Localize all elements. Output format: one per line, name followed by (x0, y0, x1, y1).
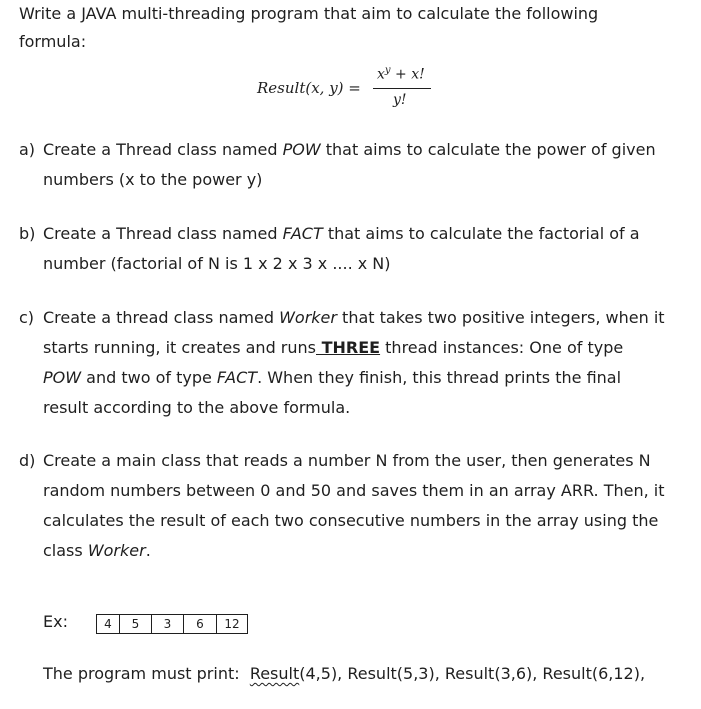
item-a-line-1-post: that aims to calculate the power of given (320, 140, 656, 159)
item-c-line-3-em: POW (43, 368, 82, 387)
item-a-line-1-pre: Create a Thread class named (43, 140, 283, 159)
item-c-line-2-pre: starts running, it creates and runs (43, 338, 316, 357)
intro-line-2: formula: (19, 32, 87, 51)
output-prefix: The program must print: (43, 664, 250, 683)
item-c-line-1 (43, 308, 665, 327)
output-first-result: Result (249, 664, 300, 683)
item-d-line-4-pre: class (43, 541, 88, 560)
intro-line-1: Write a JAVA multi-threading program that aim to calculate the following (19, 4, 599, 23)
item-d-label: d) (19, 451, 36, 470)
item-d-line-4-em: Worker (87, 541, 146, 560)
item-c-line-2-post: thread instances: One of type (380, 338, 624, 357)
item-a-line-1 (43, 140, 656, 159)
item-d-line-4-post: . (145, 541, 151, 560)
item-c-line-3 (43, 368, 621, 387)
item-c-line-3-post: . When they finish, this thread prints the final (257, 368, 622, 387)
example-array-table (96, 614, 248, 634)
item-d-line-3: calculates the result of each two consecutive numbers in the array using the (43, 511, 659, 530)
item-c-line-3-em2: FACT (216, 368, 258, 387)
item-d-line-1: Create a main class that reads a number N from the user, then generates N (43, 451, 651, 470)
item-b-label: b) (19, 224, 36, 243)
item-c-line-2-strong: THREE (316, 338, 381, 357)
formula-numerator-base: x (377, 66, 385, 83)
example-label: Ex: (43, 612, 68, 631)
output-line (43, 664, 645, 683)
example-array-row (97, 615, 248, 634)
formula-numerator-rest: + x! (390, 66, 425, 83)
formula-lhs: Result(x, y) = (257, 79, 361, 97)
array-cell: 6 (184, 615, 217, 634)
item-d-line-4 (43, 541, 151, 560)
formula-fraction-bar (373, 88, 431, 89)
item-c-line-4: result according to the above formula. (43, 398, 351, 417)
output-rest: (4,5), Result(5,3), Result(3,6), Result(6,12), (299, 664, 646, 683)
formula-numerator-exponent: y (384, 65, 391, 76)
item-b-line-1-post: that aims to calculate the factorial of a (322, 224, 640, 243)
array-cell: 5 (120, 615, 152, 634)
item-c-line-2 (43, 338, 623, 357)
array-cell: 3 (152, 615, 184, 634)
item-b-line-1-em: FACT (282, 224, 323, 243)
item-c-line-3-mid: and two of type (81, 368, 217, 387)
item-b-line-1-pre: Create a Thread class named (43, 224, 283, 243)
item-c-line-1-post: that takes two positive integers, when it (336, 308, 665, 327)
item-d-line-2: random numbers between 0 and 50 and saves them in an array ARR. Then, it (43, 481, 665, 500)
item-c-label: c) (19, 308, 35, 327)
item-c-line-1-em: Worker (279, 308, 337, 327)
array-cell: 4 (97, 615, 120, 634)
formula-denominator: y! (393, 92, 407, 108)
item-a-line-2: numbers (x to the power y) (43, 170, 263, 189)
item-b-line-1 (43, 224, 640, 243)
formula-numerator (377, 65, 425, 83)
item-c-line-1-pre: Create a thread class named (43, 308, 280, 327)
item-b-line-2: number (factorial of N is 1 x 2 x 3 x .... x N) (43, 254, 391, 273)
array-cell: 12 (217, 615, 248, 634)
item-a-line-1-em: POW (282, 140, 321, 159)
item-a-label: a) (19, 140, 36, 159)
